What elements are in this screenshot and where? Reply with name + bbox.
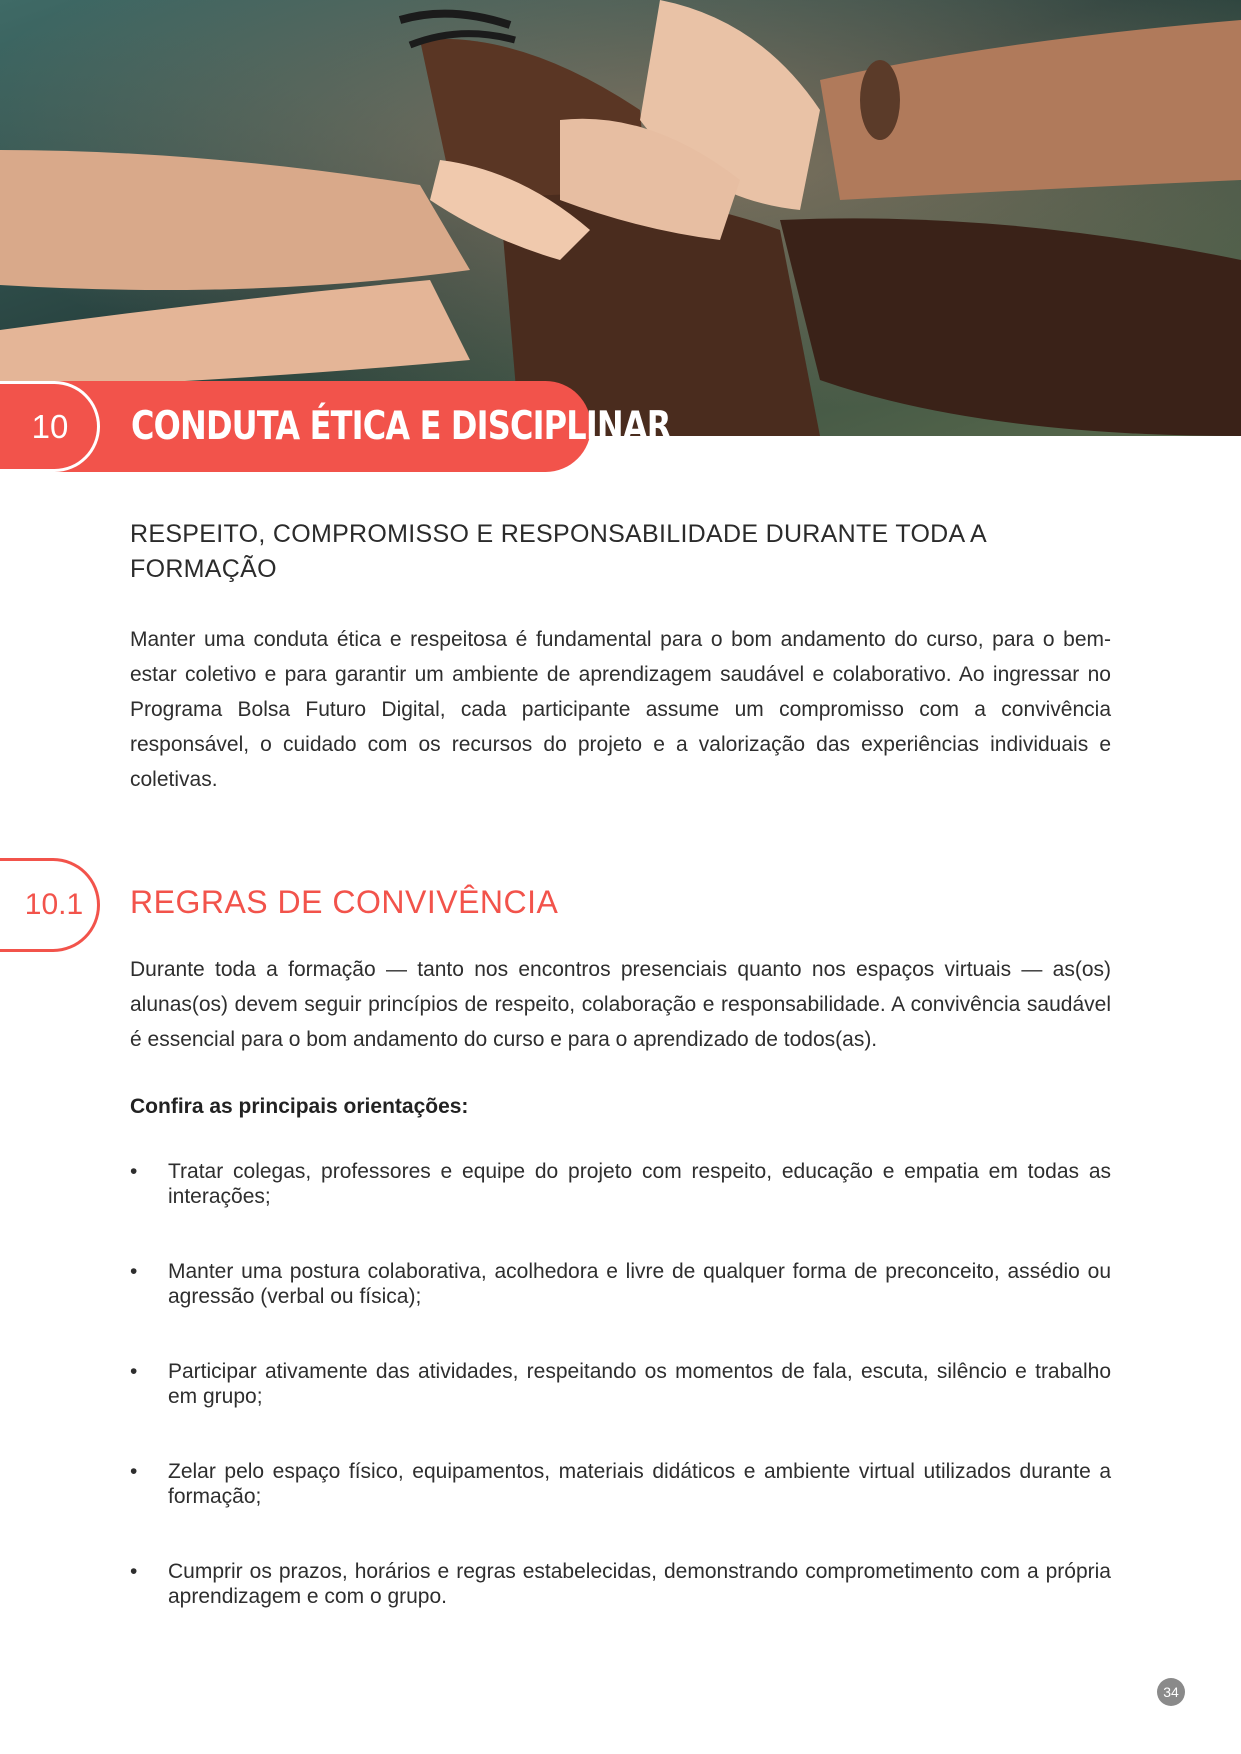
guidelines-label: Confira as principais orientações: [130, 1095, 469, 1118]
list-item-text: Cumprir os prazos, horários e regras estabelecidas, demonstrando comprometimento com a própria aprendizagem e com o grupo. [168, 1560, 1111, 1608]
page-number: 34 [1157, 1678, 1185, 1706]
bullet-icon: • [130, 1460, 138, 1483]
bullet-icon: • [130, 1360, 138, 1383]
bullet-icon: • [130, 1160, 138, 1183]
section-number: 10.1 [24, 888, 84, 921]
chapter-number: 10 [31, 408, 69, 445]
list-item-text: Manter uma postura colaborativa, acolhedora e livre de qualquer forma de preconceito, assédio ou agressão (verbal ou física); [168, 1260, 1111, 1308]
list-item [130, 1559, 1111, 1609]
bullet-icon: • [130, 1560, 138, 1583]
rules-list [130, 1159, 1111, 1659]
list-item [130, 1459, 1111, 1509]
chapter-subtitle: RESPEITO, COMPROMISSO E RESPONSABILIDADE DURANTE TODA A FORMAÇÃO [130, 520, 986, 583]
list-item-text: Zelar pelo espaço físico, equipamentos, materiais didáticos e ambiente virtual utilizados durante a formação; [168, 1460, 1111, 1508]
list-item [130, 1159, 1111, 1209]
intro-paragraph: Manter uma conduta ética e respeitosa é fundamental para o bom andamento do curso, para o bem-estar coletivo e para garantir um ambiente de aprendizagem saudável e colaborativo. Ao ingressar no Programa Bolsa Futuro Digital, cada participante assume um compromisso com a convivência responsável, o cuidado com os recursos do projeto e a valorização das experiências individuais e coletivas. [130, 628, 1111, 791]
chapter-title: CONDUTA ÉTICA E DISCIPLINAR [131, 404, 671, 449]
section-paragraph: Durante toda a formação — tanto nos encontros presenciais quanto nos espaços virtuais — as(os) alunas(os) devem seguir princípios de respeito, colaboração e responsabilidade. A convivência saudável é essencial para o bom andamento do curso e para o aprendizado de todos(as). [130, 958, 1111, 1051]
bullet-icon: • [130, 1260, 138, 1283]
section-title: REGRAS DE CONVIVÊNCIA [130, 884, 559, 920]
hero-photo-stacked-hands [0, 0, 1241, 436]
list-item [130, 1259, 1111, 1309]
list-item-text: Tratar colegas, professores e equipe do projeto com respeito, educação e empatia em todas as interações; [168, 1160, 1111, 1208]
list-item [130, 1359, 1111, 1409]
list-item-text: Participar ativamente das atividades, respeitando os momentos de fala, escuta, silêncio e trabalho em grupo; [168, 1360, 1111, 1408]
